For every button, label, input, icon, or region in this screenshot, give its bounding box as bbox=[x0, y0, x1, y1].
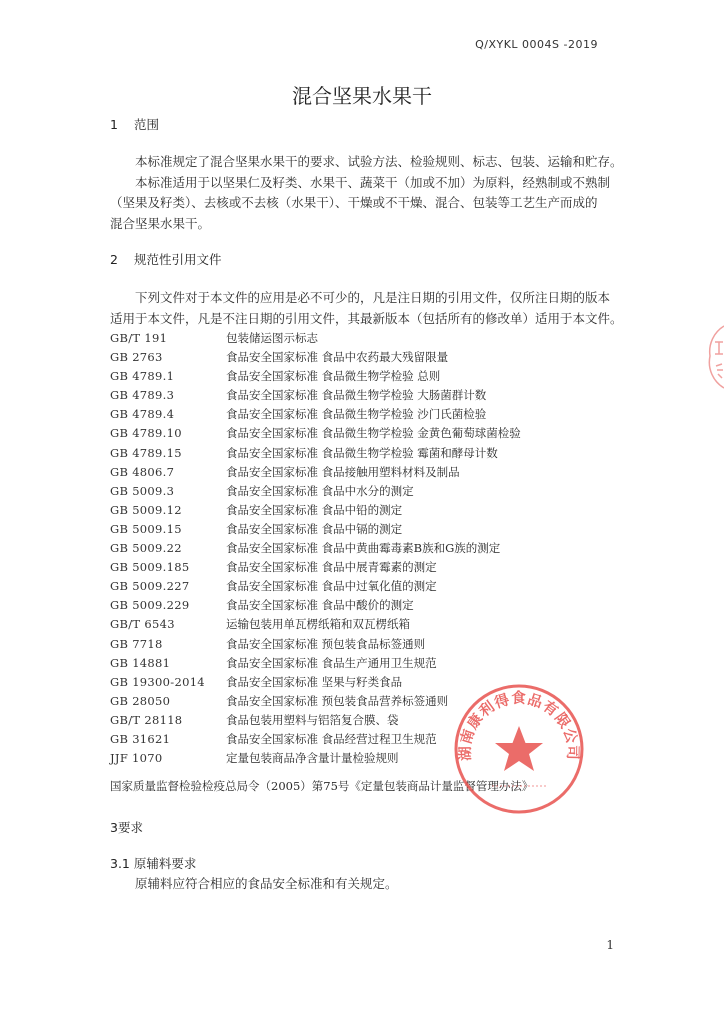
company-seal-stamp bbox=[452, 682, 586, 816]
reference-row bbox=[110, 654, 630, 673]
scope-line: 本标准适用于以坚果仁及籽类、水果干、蔬菜干（加或不加）为原料，经熟制或不熟制 bbox=[135, 174, 611, 190]
reference-code: GB/T 191 bbox=[110, 331, 168, 345]
reference-name: 食品安全国家标准 食品中镉的测定 bbox=[226, 521, 403, 536]
reference-name: 食品安全国家标准 食品微生物学检验 总则 bbox=[226, 369, 441, 384]
section-2-number: 2 bbox=[110, 252, 118, 267]
reference-row bbox=[110, 444, 630, 463]
reference-row bbox=[110, 596, 630, 615]
reference-name: 食品安全国家标准 食品中农药最大残留限量 bbox=[226, 350, 449, 365]
reference-name: 包装储运图示标志 bbox=[226, 331, 318, 345]
section-1-number: 1 bbox=[110, 117, 118, 132]
reference-name: 食品安全国家标准 食品经营过程卫生规范 bbox=[226, 731, 437, 746]
scope-line: 本标准规定了混合坚果水果干的要求、试验方法、检验规则、标志、包装、运输和贮存。 bbox=[135, 154, 623, 169]
section-2-title: 规范性引用文件 bbox=[134, 252, 222, 267]
reference-name: 食品安全国家标准 食品微生物学检验 金黄色葡萄球菌检验 bbox=[226, 426, 521, 441]
reference-row bbox=[110, 367, 630, 386]
reference-code: GB 5009.3 bbox=[110, 483, 175, 498]
reference-name: 食品安全国家标准 预包装食品营养标签通则 bbox=[226, 693, 449, 708]
reference-row bbox=[110, 635, 630, 654]
reference-code: GB 14881 bbox=[110, 655, 171, 670]
reference-row bbox=[110, 329, 630, 348]
reference-code: GB 5009.15 bbox=[110, 521, 182, 536]
reference-name: 食品安全国家标准 食品中展青霉素的测定 bbox=[226, 560, 437, 575]
reference-name: 食品安全国家标准 食品接触用塑料材料及制品 bbox=[226, 464, 460, 479]
reference-code: GB 4789.10 bbox=[110, 426, 182, 441]
reference-name: 定量包装商品净含量计量检验规则 bbox=[226, 751, 399, 766]
reference-name: 食品安全国家标准 食品中黄曲霉毒素B族和G族的测定 bbox=[226, 541, 501, 556]
intro-line: 下列文件对于本文件的应用是必不可少的，凡是注日期的引用文件，仅所注日期的版本 bbox=[135, 290, 611, 305]
reference-row bbox=[110, 520, 630, 539]
seal-star-icon bbox=[495, 726, 543, 771]
reference-row bbox=[110, 539, 630, 558]
edge-seal-fragment-icon bbox=[704, 322, 724, 392]
reference-name: 食品安全国家标准 预包装食品标签通则 bbox=[226, 636, 426, 651]
reference-name: 食品安全国家标准 食品微生物学检验 沙门氏菌检验 bbox=[226, 407, 487, 422]
reference-code: JJF 1070 bbox=[110, 751, 163, 766]
reference-code: GB/T 28118 bbox=[110, 712, 183, 727]
references-intro bbox=[110, 288, 623, 329]
reference-row bbox=[110, 615, 630, 634]
decree-reference: 国家质量监督检验检疫总局令（2005）第75号《定量包装商品计量监督管理办法》 bbox=[110, 779, 534, 793]
reference-code: GB 5009.227 bbox=[110, 579, 190, 594]
reference-code: GB 4789.4 bbox=[110, 407, 175, 422]
reference-name: 食品安全国家标准 食品微生物学检验 霉菌和酵母计数 bbox=[226, 445, 498, 460]
section-1-title: 范围 bbox=[134, 117, 160, 132]
reference-row bbox=[110, 482, 630, 501]
reference-name: 食品包装用塑料与铝箔复合膜、袋 bbox=[226, 712, 399, 727]
reference-code: GB 5009.185 bbox=[110, 560, 190, 575]
reference-name: 食品安全国家标准 食品微生物学检验 大肠菌群计数 bbox=[226, 388, 487, 403]
reference-code: GB 4789.3 bbox=[110, 388, 175, 403]
reference-code: GB 7718 bbox=[110, 636, 163, 651]
section-3-1-heading: 3.1 原辅料要求 bbox=[110, 856, 197, 871]
reference-code: GB/T 6543 bbox=[110, 617, 175, 632]
reference-code: GB 31621 bbox=[110, 731, 171, 746]
reference-code: GB 28050 bbox=[110, 693, 171, 708]
reference-name: 食品安全国家标准 食品中铅的测定 bbox=[226, 502, 403, 517]
page-number: 1 bbox=[606, 938, 614, 952]
reference-name: 食品安全国家标准 食品中酸价的测定 bbox=[226, 598, 414, 613]
standard-code: Q/XYKL 0004S -2019 bbox=[475, 38, 598, 51]
section-3-heading: 3要求 bbox=[110, 820, 143, 835]
reference-name: 食品安全国家标准 坚果与籽类食品 bbox=[226, 674, 403, 689]
reference-code: GB 4806.7 bbox=[110, 464, 175, 479]
intro-line: 适用于本文件，凡是不注日期的引用文件，其最新版本（包括所有的修改单）适用于本文件。 bbox=[110, 310, 623, 326]
reference-row bbox=[110, 577, 630, 596]
reference-name: 食品安全国家标准 食品生产通用卫生规范 bbox=[226, 655, 437, 670]
reference-name: 食品安全国家标准 食品中过氧化值的测定 bbox=[226, 579, 437, 594]
raw-material-paragraph: 原辅料应符合相应的食品安全标准和有关规定。 bbox=[135, 876, 398, 891]
scope-paragraph bbox=[110, 152, 623, 234]
reference-code: GB 5009.12 bbox=[110, 502, 182, 517]
reference-row bbox=[110, 424, 630, 443]
reference-row bbox=[110, 386, 630, 405]
reference-row bbox=[110, 501, 630, 520]
reference-code: GB 5009.229 bbox=[110, 598, 190, 613]
reference-code: GB 4789.15 bbox=[110, 445, 182, 460]
section-2-heading bbox=[110, 250, 222, 268]
reference-code: GB 19300-2014 bbox=[110, 674, 205, 689]
section-1-heading bbox=[110, 115, 159, 133]
document-title: 混合坚果水果干 bbox=[292, 84, 432, 108]
scope-line: （坚果及籽类）、去核或不去核（水果干）、干燥或不干燥、混合、包装等工艺生产而成的 bbox=[110, 195, 598, 210]
reference-row bbox=[110, 348, 630, 367]
reference-row bbox=[110, 405, 630, 424]
reference-code: GB 2763 bbox=[110, 350, 163, 365]
reference-name: 食品安全国家标准 食品中水分的测定 bbox=[226, 483, 414, 498]
scope-line: 混合坚果水果干。 bbox=[110, 215, 211, 231]
seal-text: 湖南康利得食品有限公司 bbox=[457, 691, 581, 761]
reference-row bbox=[110, 558, 630, 577]
reference-name: 运输包装用单瓦楞纸箱和双瓦楞纸箱 bbox=[226, 617, 410, 632]
reference-row bbox=[110, 463, 630, 482]
reference-code: GB 5009.22 bbox=[110, 541, 182, 556]
reference-code: GB 4789.1 bbox=[110, 369, 175, 384]
